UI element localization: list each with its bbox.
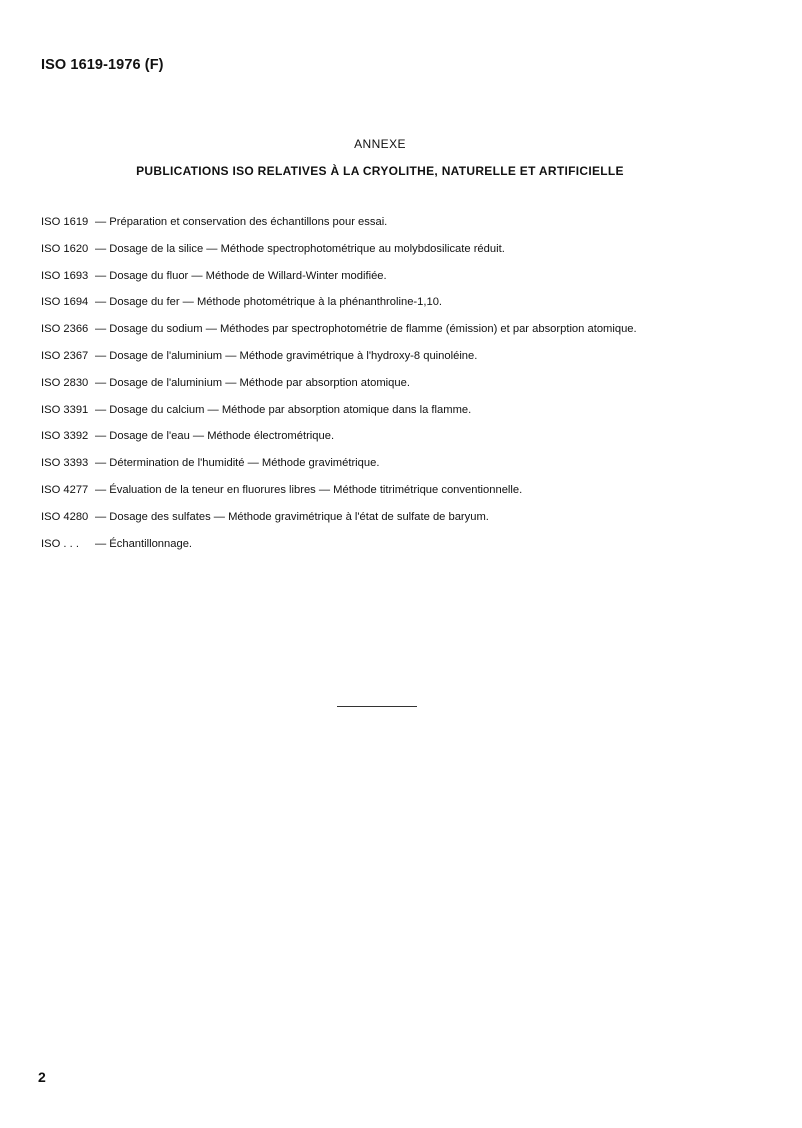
list-item (41, 538, 761, 565)
publication-number: ISO 2830 (41, 376, 89, 389)
publication-title: — Échantillonnage. (95, 537, 193, 550)
list-item (41, 430, 761, 457)
closing-rule-divider (337, 706, 417, 707)
list-item (41, 270, 761, 297)
publication-number: ISO 1693 (41, 269, 89, 282)
list-item (41, 323, 761, 350)
publication-title: — Dosage de l'eau — Méthode électrométrique. (95, 430, 335, 443)
list-item (41, 216, 761, 243)
publication-title: — Dosage de l'aluminium — Méthode gravimétrique à l'hydroxy-8 quinoléine. (95, 349, 478, 362)
list-item (41, 377, 761, 404)
list-item (41, 296, 761, 323)
publication-number: ISO 1694 (41, 296, 89, 309)
publication-title: — Évaluation de la teneur en fluorures libres — Méthode titrimétrique conventionnelle. (95, 483, 523, 496)
publication-title: — Dosage de la silice — Méthode spectrophotométrique au molybdosilicate réduit. (95, 242, 505, 255)
publication-number: ISO 3391 (41, 403, 89, 416)
page-number: 2 (38, 1069, 46, 1085)
publication-title: — Dosage des sulfates — Méthode gravimétrique à l'état de sulfate de baryum. (95, 510, 489, 523)
document-reference: ISO 1619-1976 (F) (41, 57, 164, 73)
publication-number: ISO 1619 (41, 216, 89, 228)
publication-title: — Dosage de l'aluminium — Méthode par absorption atomique. (95, 376, 410, 389)
publications-list (41, 216, 761, 564)
publication-number: ISO 4277 (41, 483, 89, 496)
publication-number: ISO 3393 (41, 457, 89, 470)
list-item (41, 350, 761, 377)
publication-title: — Dosage du fluor — Méthode de Willard-Winter modifiée. (95, 269, 387, 282)
publication-title: — Détermination de l'humidité — Méthode gravimétrique. (95, 457, 380, 470)
publication-number: ISO 4280 (41, 510, 89, 523)
publication-title: — Préparation et conservation des échantillons pour essai. (95, 216, 388, 228)
list-item (41, 457, 761, 484)
publication-number: ISO 1620 (41, 242, 89, 255)
publication-title: — Dosage du sodium — Méthodes par spectrophotométrie de flamme (émission) et par absorption atomique. (95, 323, 637, 336)
publication-number: ISO 3392 (41, 430, 89, 443)
publication-number: ISO . . . (41, 537, 79, 550)
publication-title: — Dosage du calcium — Méthode par absorption atomique dans la flamme. (95, 403, 472, 416)
annex-title: ANNEXE (354, 137, 406, 151)
list-item (41, 404, 761, 431)
publication-number: ISO 2367 (41, 349, 89, 362)
publication-title: — Dosage du fer — Méthode photométrique à la phénanthroline-1,10. (95, 296, 443, 309)
list-item (41, 484, 761, 511)
publication-number: ISO 2366 (41, 323, 89, 336)
list-item (41, 511, 761, 538)
list-item (41, 243, 761, 270)
annex-subtitle: PUBLICATIONS ISO RELATIVES À LA CRYOLITHE, NATURELLE ET ARTIFICIELLE (136, 164, 624, 178)
